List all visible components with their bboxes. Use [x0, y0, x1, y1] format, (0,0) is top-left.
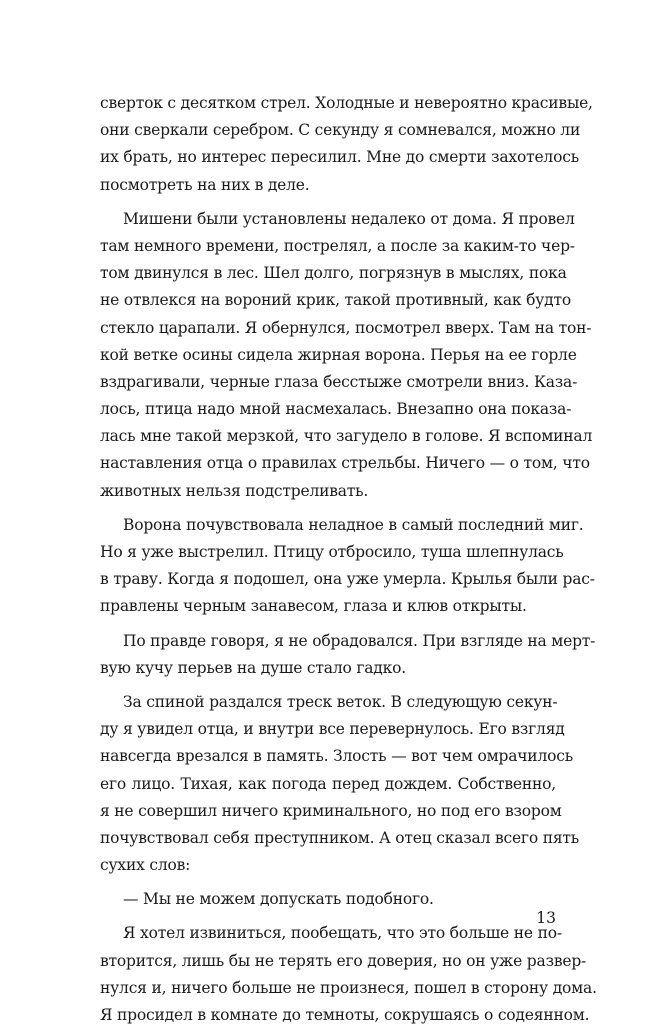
text-line: За спиной раздался треск веток. В следующую секун- [123, 692, 558, 711]
page-body [100, 90, 597, 1029]
text-line: стекло царапали. Я обернулся, посмотрел вверх. Там на тон- [100, 318, 592, 337]
text-line: По правде говоря, я не обрадовался. При взгляде на мерт- [123, 631, 596, 650]
text-line: наставления отца о правилах стрельбы. Ничего — о том, что [100, 454, 590, 473]
text-line: их брать, но интерес пересилил. Мне до смерти захотелось [100, 148, 579, 167]
text-line: ду я увидел отца, и внутри все перевернулось. Его взгляд [100, 720, 565, 739]
text-line: Я хотел извиниться, пообещать, что это больше не по- [123, 924, 562, 943]
page-number: 13 [536, 909, 556, 927]
text-line: правлены черным занавесом, глаза и клюв открыты. [100, 597, 527, 616]
text-line: вздрагивали, черные глаза бесстыже смотрели вниз. Каза- [100, 372, 578, 391]
text-line: сухих слов: [100, 856, 191, 875]
paragraph [100, 689, 580, 879]
paragraph [100, 90, 593, 199]
paragraph [100, 628, 596, 682]
text-line: они сверкали серебром. С секунду я сомневался, можно ли [100, 121, 581, 140]
text-line: животных нельзя подстреливать. [100, 481, 369, 500]
text-line: том двинулся в лес. Шел долго, погрязнув в мыслях, пока [100, 264, 567, 283]
text-line: Ворона почувствовала неладное в самый последний миг. [123, 515, 584, 534]
text-line: сверток с десятком стрел. Холодные и невероятно красивые, [100, 94, 593, 112]
text-line: в траву. Когда я подошел, она уже умерла. Крылья были рас- [100, 570, 595, 589]
text-line: лось, птица надо мной насмехалась. Внезапно она показа- [100, 400, 572, 419]
text-line: почувствовал себя преступником. А отец сказал всего пять [100, 828, 580, 847]
text-line: его лицо. Тихая, как погода перед дождем. Собственно, [100, 774, 556, 793]
dialogue-line: — Мы не можем допускать подобного. [123, 890, 434, 909]
text-line: там немного времени, пострелял, а после за каким-то чер- [100, 236, 575, 255]
text-line: кой ветке осины сидела жирная ворона. Перья на ее горле [100, 345, 577, 364]
text-line: Мишени были установлены недалеко от дома. Я провел [123, 209, 575, 228]
text-line: не отвлекся на вороний крик, такой противный, как будто [100, 291, 571, 310]
paragraph [100, 512, 595, 621]
dialogue-paragraph [100, 886, 556, 913]
text-line: вую кучу перьев на душе стало гадко. [100, 658, 406, 677]
text-line: нулся и, ничего больше не произнеся, пошел в сторону дома. [100, 978, 597, 997]
text-line: я не совершил ничего криминального, но под его взором [100, 801, 562, 820]
paragraph [100, 920, 597, 1029]
text-line: Но я уже выстрелил. Птицу отбросило, туша шлепнулась [100, 543, 564, 561]
text-line: Я просидел в комнате до темноты, сокрушаясь о содеянном. [100, 1006, 590, 1024]
text-line: навсегда врезался в память. Злость — вот чем омрачилось [100, 747, 573, 766]
paragraph [100, 206, 593, 505]
text-line: посмотреть на них в деле. [100, 175, 310, 194]
text-line: вторится, лишь бы не терять его доверия, но он уже развер- [100, 951, 587, 970]
text-line: лась мне такой мерзкой, что загудело в голове. Я вспоминал [100, 427, 593, 446]
